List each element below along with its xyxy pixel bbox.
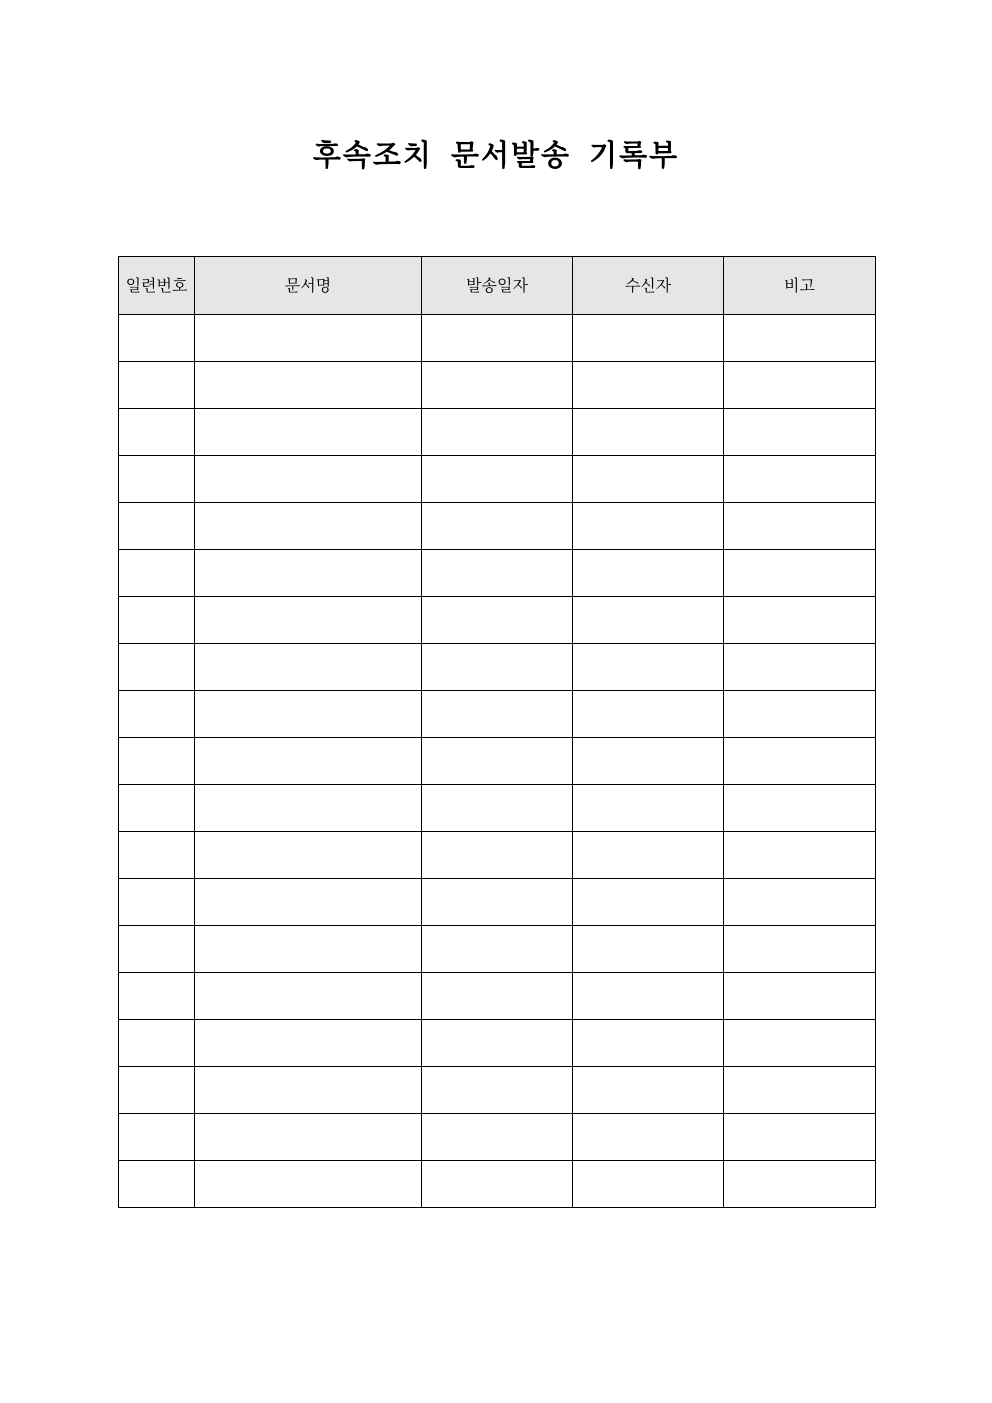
document-name-cell[interactable] <box>195 362 422 409</box>
table-row <box>119 456 876 503</box>
recipient-cell[interactable] <box>573 644 724 691</box>
send-date-cell[interactable] <box>422 456 573 503</box>
header-serial-number: 일련번호 <box>119 257 195 315</box>
recipient-cell[interactable] <box>573 832 724 879</box>
document-name-cell[interactable] <box>195 785 422 832</box>
table-row <box>119 644 876 691</box>
recipient-cell[interactable] <box>573 597 724 644</box>
remarks-cell[interactable] <box>724 879 876 926</box>
remarks-cell[interactable] <box>724 315 876 362</box>
send-date-cell[interactable] <box>422 1161 573 1208</box>
table-row <box>119 362 876 409</box>
remarks-cell[interactable] <box>724 503 876 550</box>
remarks-cell[interactable] <box>724 456 876 503</box>
remarks-cell[interactable] <box>724 644 876 691</box>
document-name-cell[interactable] <box>195 503 422 550</box>
send-date-cell[interactable] <box>422 503 573 550</box>
remarks-cell[interactable] <box>724 1161 876 1208</box>
document-name-cell[interactable] <box>195 315 422 362</box>
serial-number-cell[interactable] <box>119 550 195 597</box>
send-date-cell[interactable] <box>422 1114 573 1161</box>
document-name-cell[interactable] <box>195 1161 422 1208</box>
header-remarks: 비고 <box>724 257 876 315</box>
document-name-cell[interactable] <box>195 644 422 691</box>
send-date-cell[interactable] <box>422 409 573 456</box>
serial-number-cell[interactable] <box>119 691 195 738</box>
table-row <box>119 926 876 973</box>
document-name-cell[interactable] <box>195 879 422 926</box>
table-row <box>119 503 876 550</box>
table-row <box>119 1020 876 1067</box>
header-send-date: 발송일자 <box>422 257 573 315</box>
send-date-cell[interactable] <box>422 315 573 362</box>
table-row <box>119 973 876 1020</box>
send-date-cell[interactable] <box>422 738 573 785</box>
remarks-cell[interactable] <box>724 785 876 832</box>
serial-number-cell[interactable] <box>119 785 195 832</box>
serial-number-cell[interactable] <box>119 456 195 503</box>
table-header-row <box>119 257 876 315</box>
send-date-cell[interactable] <box>422 550 573 597</box>
serial-number-cell[interactable] <box>119 832 195 879</box>
remarks-cell[interactable] <box>724 973 876 1020</box>
serial-number-cell[interactable] <box>119 503 195 550</box>
recipient-cell[interactable] <box>573 503 724 550</box>
serial-number-cell[interactable] <box>119 1067 195 1114</box>
recipient-cell[interactable] <box>573 409 724 456</box>
table-row <box>119 785 876 832</box>
recipient-cell[interactable] <box>573 1067 724 1114</box>
table-row <box>119 597 876 644</box>
document-name-cell[interactable] <box>195 550 422 597</box>
recipient-cell[interactable] <box>573 973 724 1020</box>
send-date-cell[interactable] <box>422 973 573 1020</box>
remarks-cell[interactable] <box>724 1020 876 1067</box>
header-document-name: 문서명 <box>195 257 422 315</box>
table-row <box>119 832 876 879</box>
remarks-cell[interactable] <box>724 1067 876 1114</box>
table-body <box>119 315 876 1208</box>
remarks-cell[interactable] <box>724 550 876 597</box>
document-name-cell[interactable] <box>195 456 422 503</box>
table-row <box>119 879 876 926</box>
document-name-cell[interactable] <box>195 1067 422 1114</box>
table-row <box>119 1114 876 1161</box>
table-row <box>119 1161 876 1208</box>
table-row <box>119 691 876 738</box>
table-row <box>119 1067 876 1114</box>
recipient-cell[interactable] <box>573 550 724 597</box>
recipient-cell[interactable] <box>573 1114 724 1161</box>
table-row <box>119 409 876 456</box>
remarks-cell[interactable] <box>724 1114 876 1161</box>
send-date-cell[interactable] <box>422 832 573 879</box>
send-record-table <box>118 256 876 1208</box>
remarks-cell[interactable] <box>724 362 876 409</box>
document-name-cell[interactable] <box>195 409 422 456</box>
remarks-cell[interactable] <box>724 738 876 785</box>
send-date-cell[interactable] <box>422 1020 573 1067</box>
serial-number-cell[interactable] <box>119 409 195 456</box>
document-name-cell[interactable] <box>195 597 422 644</box>
recipient-cell[interactable] <box>573 362 724 409</box>
document-name-cell[interactable] <box>195 926 422 973</box>
serial-number-cell[interactable] <box>119 597 195 644</box>
send-date-cell[interactable] <box>422 362 573 409</box>
remarks-cell[interactable] <box>724 832 876 879</box>
page-title: 후속조치 문서발송 기록부 <box>312 138 680 172</box>
recipient-cell[interactable] <box>573 1161 724 1208</box>
serial-number-cell[interactable] <box>119 738 195 785</box>
serial-number-cell[interactable] <box>119 1161 195 1208</box>
table-row <box>119 738 876 785</box>
send-date-cell[interactable] <box>422 644 573 691</box>
send-date-cell[interactable] <box>422 879 573 926</box>
recipient-cell[interactable] <box>573 738 724 785</box>
document-name-cell[interactable] <box>195 691 422 738</box>
serial-number-cell[interactable] <box>119 362 195 409</box>
header-recipient: 수신자 <box>573 257 724 315</box>
recipient-cell[interactable] <box>573 926 724 973</box>
serial-number-cell[interactable] <box>119 1020 195 1067</box>
document-name-cell[interactable] <box>195 973 422 1020</box>
table-row <box>119 315 876 362</box>
send-date-cell[interactable] <box>422 785 573 832</box>
send-date-cell[interactable] <box>422 926 573 973</box>
serial-number-cell[interactable] <box>119 926 195 973</box>
remarks-cell[interactable] <box>724 926 876 973</box>
table-row <box>119 550 876 597</box>
serial-number-cell[interactable] <box>119 644 195 691</box>
recipient-cell[interactable] <box>573 1020 724 1067</box>
serial-number-cell[interactable] <box>119 1114 195 1161</box>
document-name-cell[interactable] <box>195 832 422 879</box>
recipient-cell[interactable] <box>573 691 724 738</box>
remarks-cell[interactable] <box>724 597 876 644</box>
serial-number-cell[interactable] <box>119 315 195 362</box>
serial-number-cell[interactable] <box>119 973 195 1020</box>
recipient-cell[interactable] <box>573 456 724 503</box>
remarks-cell[interactable] <box>724 409 876 456</box>
send-date-cell[interactable] <box>422 597 573 644</box>
recipient-cell[interactable] <box>573 315 724 362</box>
document-name-cell[interactable] <box>195 738 422 785</box>
document-name-cell[interactable] <box>195 1020 422 1067</box>
recipient-cell[interactable] <box>573 785 724 832</box>
serial-number-cell[interactable] <box>119 879 195 926</box>
remarks-cell[interactable] <box>724 691 876 738</box>
recipient-cell[interactable] <box>573 879 724 926</box>
send-date-cell[interactable] <box>422 1067 573 1114</box>
send-date-cell[interactable] <box>422 691 573 738</box>
document-name-cell[interactable] <box>195 1114 422 1161</box>
